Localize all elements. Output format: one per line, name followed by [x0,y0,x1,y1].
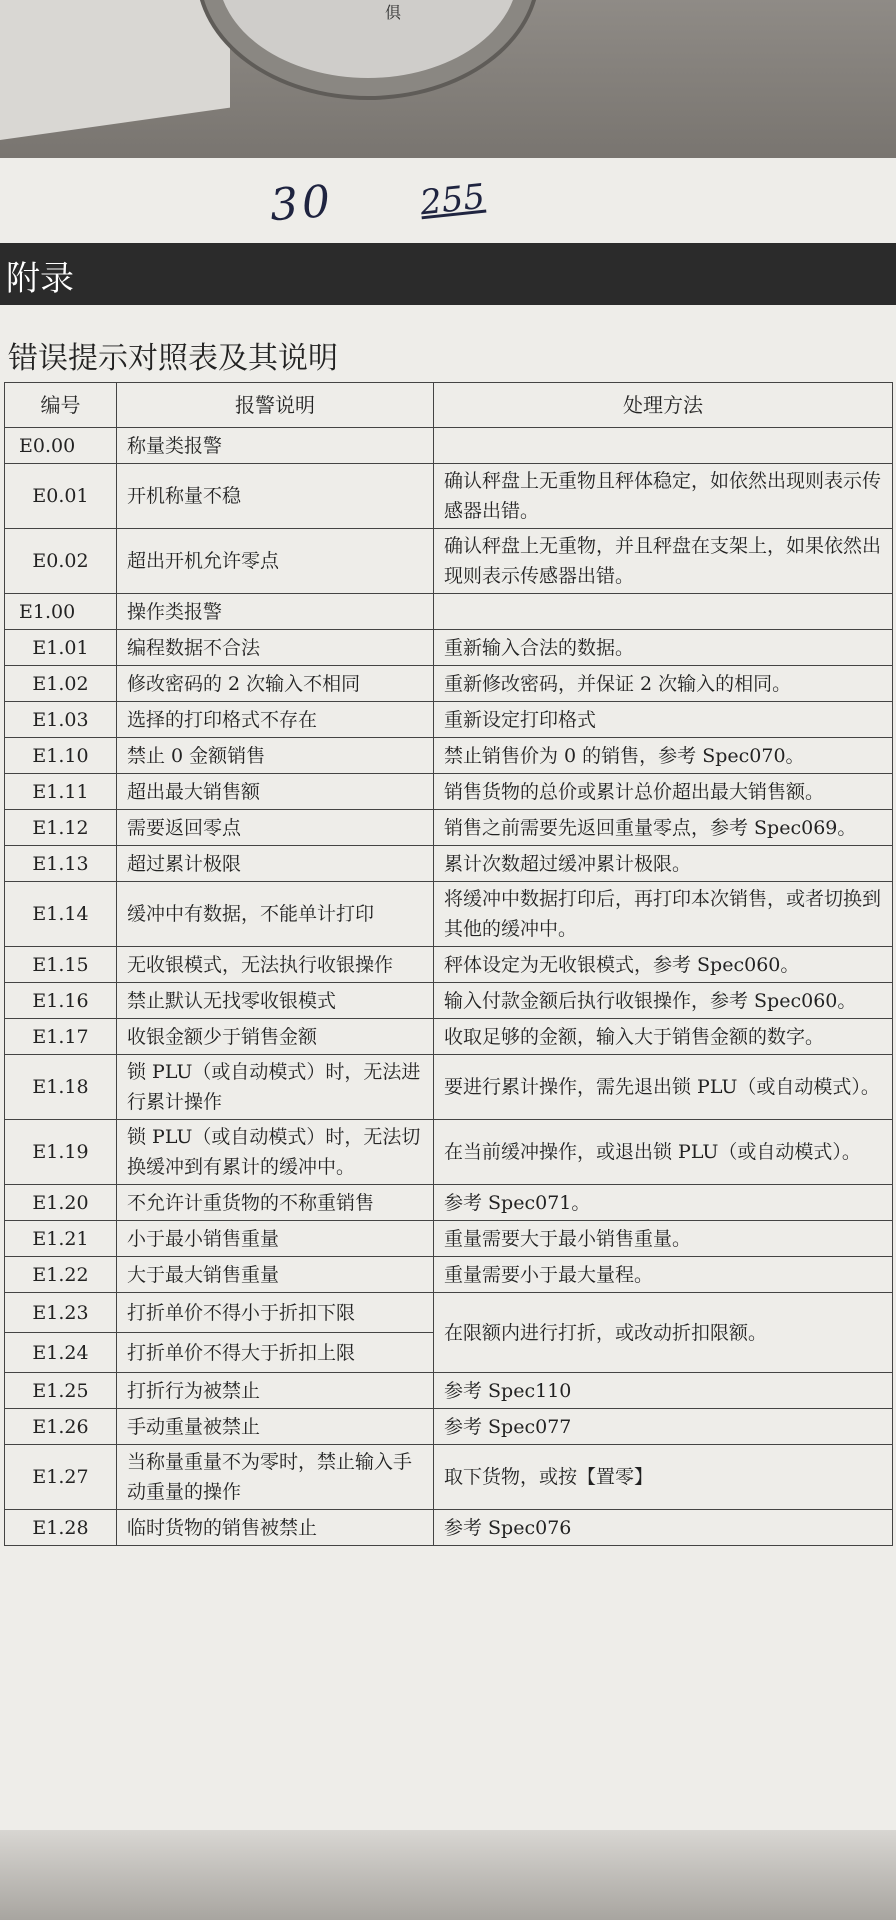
handling-method-cell [434,594,893,630]
table-title: 错误提示对照表及其说明 [8,341,338,376]
alarm-description-cell: 超出最大销售额 [117,774,434,810]
table-row [5,1409,893,1445]
alarm-description-cell: 打折行为被禁止 [117,1373,434,1409]
alarm-description-cell: 当称量重量不为零时，禁止输入手动重量的操作 [117,1445,434,1510]
handling-method-cell: 输入付款金额后执行收银操作，参考 Spec060。 [434,983,893,1019]
table-body [5,428,893,1546]
table-row [5,1055,893,1120]
alarm-description-cell: 打折单价不得大于折扣上限 [117,1333,434,1373]
table-row [5,1257,893,1293]
handwritten-note: 30 [268,175,336,232]
error-code-cell: E1.22 [5,1257,117,1293]
table-row [5,846,893,882]
alarm-description-cell: 锁 PLU（或自动模式）时，无法进行累计操作 [117,1055,434,1120]
handling-method-cell: 重新输入合法的数据。 [434,630,893,666]
handling-method-cell: 重新修改密码，并保证 2 次输入的相同。 [434,666,893,702]
background-paper [0,0,230,140]
error-code-cell: E1.27 [5,1445,117,1510]
table-row [5,464,893,529]
header-code: 编号 [5,383,117,428]
error-code-cell: E1.20 [5,1185,117,1221]
section-banner [0,243,896,305]
table-row [5,738,893,774]
table-row [5,1293,893,1333]
error-code-cell: E1.14 [5,882,117,947]
alarm-description-cell: 打折单价不得小于折扣下限 [117,1293,434,1333]
header-alarm: 报警说明 [117,383,434,428]
table-row [5,1373,893,1409]
table-row [5,1510,893,1546]
alarm-description-cell: 收银金额少于销售金额 [117,1019,434,1055]
page-bottom-shadow [0,1830,896,1920]
alarm-description-cell: 超过累计极限 [117,846,434,882]
handling-method-cell: 累计次数超过缓冲累计极限。 [434,846,893,882]
handling-method-cell: 参考 Spec076 [434,1510,893,1546]
table-row [5,810,893,846]
error-code-cell: E1.25 [5,1373,117,1409]
error-code-cell: E1.17 [5,1019,117,1055]
alarm-description-cell: 大于最大销售重量 [117,1257,434,1293]
error-code-cell: E0.01 [5,464,117,529]
handling-method-cell: 销售货物的总价或累计总价超出最大销售额。 [434,774,893,810]
error-code-cell: E1.10 [5,738,117,774]
table-row [5,947,893,983]
error-code-cell: E1.26 [5,1409,117,1445]
error-table [4,382,893,1546]
table-row [5,529,893,594]
alarm-description-cell: 称量类报警 [117,428,434,464]
table-row [5,702,893,738]
error-code-cell: E1.16 [5,983,117,1019]
alarm-description-cell: 缓冲中有数据，不能单计打印 [117,882,434,947]
alarm-description-cell: 禁止 0 金额销售 [117,738,434,774]
table-row [5,1120,893,1185]
handling-method-cell: 要进行累计操作，需先退出锁 PLU（或自动模式）。 [434,1055,893,1120]
alarm-description-cell: 小于最小销售重量 [117,1221,434,1257]
handling-method-cell: 重量需要小于最大量程。 [434,1257,893,1293]
error-code-cell: E1.12 [5,810,117,846]
table-header-row [5,383,893,428]
handling-method-cell [434,428,893,464]
scale-label: 俱 [385,3,402,22]
error-code-cell: E1.00 [5,594,117,630]
error-code-cell: E1.13 [5,846,117,882]
handwritten-note-2: 255 [418,176,487,224]
alarm-description-cell: 不允许计重货物的不称重销售 [117,1185,434,1221]
handling-method-cell: 销售之前需要先返回重量零点，参考 Spec069。 [434,810,893,846]
alarm-description-cell: 需要返回零点 [117,810,434,846]
handling-method-cell: 在限额内进行打折，或改动折扣限额。 [434,1293,893,1373]
handling-method-cell: 重量需要大于最小销售重量。 [434,1221,893,1257]
handling-method-cell: 参考 Spec110 [434,1373,893,1409]
alarm-description-cell: 禁止默认无找零收银模式 [117,983,434,1019]
error-code-cell: E1.01 [5,630,117,666]
handling-method-cell: 参考 Spec071。 [434,1185,893,1221]
handling-method-cell: 取下货物，或按【置零】 [434,1445,893,1510]
alarm-description-cell: 临时货物的销售被禁止 [117,1510,434,1546]
error-code-cell: E1.19 [5,1120,117,1185]
alarm-description-cell: 修改密码的 2 次输入不相同 [117,666,434,702]
table-row [5,594,893,630]
table-row [5,882,893,947]
table-row [5,983,893,1019]
error-code-cell: E1.15 [5,947,117,983]
table-row [5,1019,893,1055]
alarm-description-cell: 锁 PLU（或自动模式）时，无法切换缓冲到有累计的缓冲中。 [117,1120,434,1185]
alarm-description-cell: 手动重量被禁止 [117,1409,434,1445]
error-code-cell: E1.02 [5,666,117,702]
alarm-description-cell: 操作类报警 [117,594,434,630]
table-row [5,1445,893,1510]
handling-method-cell: 重新设定打印格式 [434,702,893,738]
handling-method-cell: 收取足够的金额，输入大于销售金额的数字。 [434,1019,893,1055]
alarm-description-cell: 编程数据不合法 [117,630,434,666]
section-heading: 附录 [6,259,74,299]
table-row [5,428,893,464]
error-code-cell: E1.28 [5,1510,117,1546]
table-row [5,774,893,810]
handling-method-cell: 确认秤盘上无重物，并且秤盘在支架上，如果依然出现则表示传感器出错。 [434,529,893,594]
error-code-cell: E1.21 [5,1221,117,1257]
handling-method-cell: 秤体设定为无收银模式，参考 Spec060。 [434,947,893,983]
error-code-cell: E1.23 [5,1293,117,1333]
error-code-cell: E1.03 [5,702,117,738]
error-code-cell: E0.02 [5,529,117,594]
error-code-cell: E1.24 [5,1333,117,1373]
alarm-description-cell: 无收银模式，无法执行收银操作 [117,947,434,983]
handling-method-cell: 在当前缓冲操作，或退出锁 PLU（或自动模式）。 [434,1120,893,1185]
alarm-description-cell: 选择的打印格式不存在 [117,702,434,738]
error-code-cell: E1.11 [5,774,117,810]
handling-method-cell: 确认秤盘上无重物且秤体稳定，如依然出现则表示传感器出错。 [434,464,893,529]
table-row [5,630,893,666]
error-code-cell: E1.18 [5,1055,117,1120]
table-row [5,666,893,702]
alarm-description-cell: 超出开机允许零点 [117,529,434,594]
handling-method-cell: 将缓冲中数据打印后，再打印本次销售，或者切换到其他的缓冲中。 [434,882,893,947]
handling-method-cell: 参考 Spec077 [434,1409,893,1445]
alarm-description-cell: 开机称量不稳 [117,464,434,529]
handling-method-cell: 禁止销售价为 0 的销售，参考 Spec070。 [434,738,893,774]
header-method: 处理方法 [434,383,893,428]
table-row [5,1221,893,1257]
error-code-cell: E0.00 [5,428,117,464]
table-row [5,1185,893,1221]
